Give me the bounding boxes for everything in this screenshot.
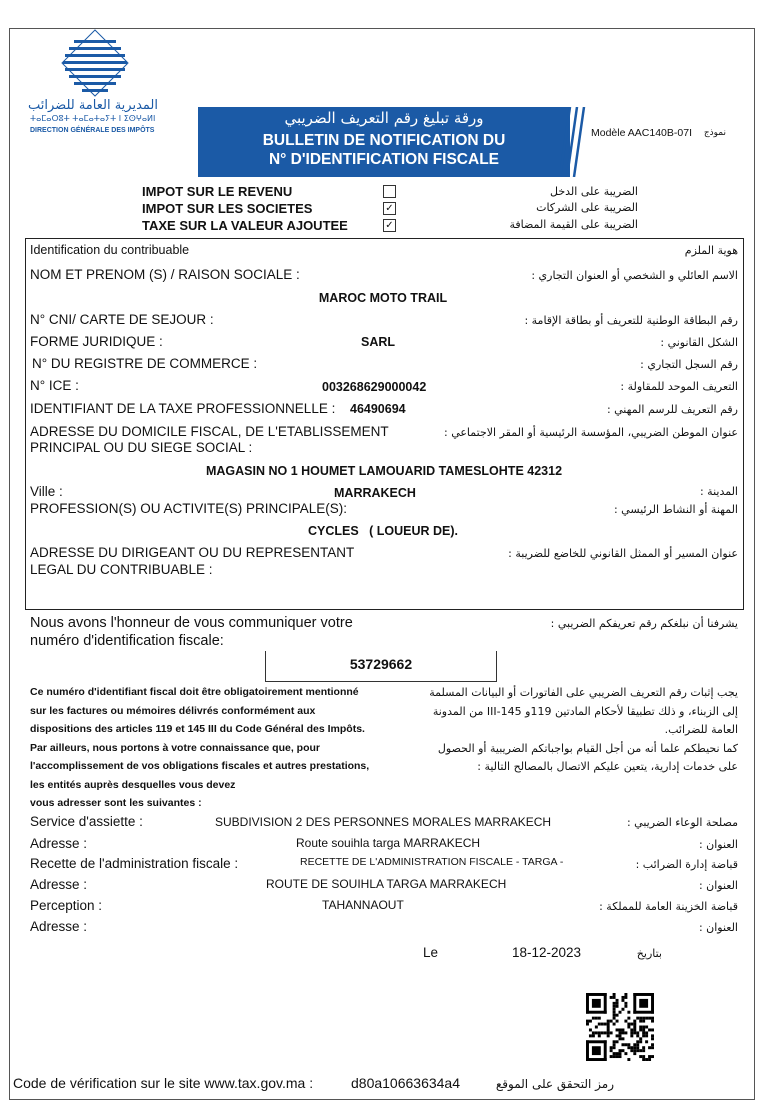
address-value: MAGASIN NO 1 HOUMET LAMOUARID TAMESLOHTE 42312 — [205, 464, 563, 478]
profession-label-ar: المهنة أو النشاط الرئيسي : — [613, 503, 738, 516]
tax-tva-checkbox[interactable] — [383, 219, 396, 232]
forme-label: FORME JURIDIQUE : — [30, 334, 163, 349]
notice-paragraph-fr — [30, 683, 369, 813]
ident-section-title: Identification du contribuable — [30, 243, 190, 257]
ice-label-ar: التعريف الموحد للمقاولة : — [620, 380, 738, 393]
ville-value: MARRAKECH — [334, 486, 416, 500]
rc-label-ar: رقم السجل التجاري : — [640, 358, 738, 371]
adresse2-label-ar: العنوان : — [698, 879, 738, 892]
name-value: MAROC MOTO TRAIL — [318, 291, 448, 305]
qr-code — [586, 993, 654, 1061]
tax-is-label-ar: الضريبة على الشركات — [536, 201, 638, 214]
notice-fr-line: Par ailleurs, nous portons à votre connaissance que, pour — [30, 741, 320, 754]
adresse3-label: Adresse : — [30, 919, 88, 934]
title-fr-line1: BULLETIN DE NOTIFICATION DU — [262, 132, 506, 149]
notice-ar-line: كما نحيطكم علما أنه من أجل القيام بواجباتكم الضريبية أو الحصول — [437, 741, 738, 755]
dgi-logo-icon — [60, 28, 130, 98]
date-label-ar: بتاريخ — [636, 947, 662, 960]
adresse1-label: Adresse : — [30, 836, 88, 851]
verification-code: d80a10663634a4 — [351, 1075, 461, 1091]
dirigeant-label-ar: عنوان المسير أو الممثل القانوني للخاضع للضريبة : — [508, 547, 738, 560]
notice-fr-line: l'accomplissement de vos obligations fiscales et autres prestations, — [30, 760, 370, 772]
cni-label: N° CNI/ CARTE DE SEJOUR : — [30, 312, 214, 327]
notice-ar-line: يجب إثبات رقم التعريف الضريبي على الفاتورات أو البيانات المسلمة — [429, 686, 738, 699]
tp-label: IDENTIFIANT DE LA TAXE PROFESSIONNELLE : — [30, 401, 336, 416]
honour-text-line1: Nous avons l'honneur de vous communiquer votre — [30, 615, 353, 631]
adresse3-label-ar: العنوان : — [698, 921, 738, 934]
address-label-line2: PRINCIPAL OU DU SIEGE SOCIAL : — [30, 440, 253, 455]
adresse1-label-ar: العنوان : — [698, 838, 738, 851]
rc-label: N° DU REGISTRE DE COMMERCE : — [32, 356, 258, 371]
title-banner — [198, 107, 570, 177]
tax-tva-label-ar: الضريبة على القيمة المضافة — [509, 218, 638, 231]
tax-is-checkbox[interactable] — [383, 202, 396, 215]
adresse2-value: ROUTE DE SOUIHLA TARGA MARRAKECH — [266, 877, 507, 891]
ident-section-title-ar: هوية الملزم — [684, 244, 738, 257]
forme-label-ar: الشكل القانوني : — [660, 336, 738, 349]
tp-value: 46490694 — [350, 402, 406, 416]
org-name-ar: المديرية العامة للضرائب — [28, 98, 158, 113]
perception-value: TAHANNAOUT — [322, 898, 404, 912]
verification-label-ar: رمز التحقق على الموقع — [495, 1077, 614, 1091]
recette-label-ar: قباضة إدارة الضرائب : — [635, 858, 738, 871]
assiette-label: Service d'assiette : — [30, 814, 143, 829]
dirigeant-label-line1: ADRESSE DU DIRIGEANT OU DU REPRESENTANT — [30, 545, 355, 560]
notice-ar-line: على خدمات إدارية، يتعين عليكم الاتصال بالمصالح التالية : — [477, 760, 738, 773]
recette-value: RECETTE DE L'ADMINISTRATION FISCALE - TARGA - — [300, 856, 564, 868]
title-ar: ورقة تبليغ رقم التعريف الضريبي — [284, 109, 484, 127]
notice-fr-line: vous adresser sont les suivantes : — [30, 797, 202, 809]
dirigeant-label-line2: LEGAL DU CONTRIBUABLE : — [30, 562, 213, 577]
address-label-ar: عنوان الموطن الضريبي، المؤسسة الرئيسية أو المقر الاجتماعي : — [444, 426, 738, 439]
date-prefix: Le — [423, 945, 439, 960]
verification-label: Code de vérification sur le site www.tax.gov.ma : — [13, 1075, 314, 1091]
notice-paragraph-ar — [400, 684, 738, 777]
address-label-line1: ADRESSE DU DOMICILE FISCAL, DE L'ETABLISSEMENT — [30, 424, 389, 439]
tp-label-ar: رقم التعريف للرسم المهني : — [606, 403, 738, 416]
name-label-ar: الاسم العائلي و الشخصي أو العنوان التجاري : — [531, 269, 738, 282]
notice-ar-line: العامة للضرائب. — [664, 723, 738, 736]
ville-label: Ville : — [30, 484, 63, 499]
assiette-label-ar: مصلحة الوعاء الضريبي : — [626, 816, 738, 829]
tax-ir-label: IMPOT SUR LE REVENU — [142, 184, 293, 199]
tax-ir-checkbox[interactable] — [383, 185, 396, 198]
notice-ar-line: إلى الزبناء، و ذلك تطبيقا لأحكام المادتين 119و 145-III من المدونة — [432, 704, 738, 718]
notice-fr-line: dispositions des articles 119 et 145 III du Code Général des Impôts. — [30, 723, 365, 735]
notice-fr-line: les entités auprès desquelles vous devez — [30, 778, 236, 791]
ice-value: 003268629000042 — [322, 380, 427, 394]
notice-fr-line: sur les factures ou mémoires délivrés conformément aux — [30, 704, 316, 717]
recette-label: Recette de l'administration fiscale : — [30, 856, 239, 871]
model-label-ar: نموذج — [703, 128, 726, 138]
fiscal-id-box — [265, 651, 497, 682]
tax-tva-check: ✓ — [385, 220, 394, 231]
profession-label: PROFESSION(S) OU ACTIVITE(S) PRINCIPALE(S): — [30, 501, 348, 516]
adresse2-label: Adresse : — [30, 877, 88, 892]
honour-text-ar: يشرفنا أن نبلغكم رقم تعريفكم الضريبي : — [550, 617, 738, 630]
profession-value: CYCLES ( LOUEUR DE). — [307, 524, 458, 538]
forme-value: SARL — [361, 335, 396, 349]
qr-code-icon — [586, 993, 654, 1061]
ice-label: N° ICE : — [30, 378, 79, 393]
model-code: Modèle AAC140B-07I — [591, 127, 692, 139]
tax-tva-label: TAXE SUR LA VALEUR AJOUTEE — [142, 218, 348, 233]
title-fr-line2: N° D'IDENTIFICATION FISCALE — [268, 151, 500, 168]
honour-text-line2: numéro d'identification fiscale: — [30, 633, 224, 649]
tax-ir-label-ar: الضريبة على الدخل — [550, 185, 638, 198]
ville-label-ar: المدينة : — [699, 485, 738, 498]
tax-is-check: ✓ — [385, 203, 394, 214]
tax-is-label: IMPOT SUR LES SOCIETES — [142, 201, 313, 216]
org-name-tifinagh: ⵜⴰⵎⴰⵔⵓⵜ ⵜⴰⵎⴰⵜⴰⵢⵜ ⵏ ⵉⵙⵖⴰⵍⵏ — [30, 114, 156, 123]
notice-fr-line: Ce numéro d'identifiant fiscal doit être obligatoirement mentionné — [30, 686, 359, 698]
perception-label-ar: قباضة الخزينة العامة للمملكة : — [599, 900, 738, 913]
assiette-value: SUBDIVISION 2 DES PERSONNES MORALES MARRAKECH — [215, 815, 552, 829]
cni-label-ar: رقم البطاقة الوطنية للتعريف أو بطاقة الإقامة : — [524, 314, 738, 327]
org-name-fr: DIRECTION GÉNÉRALE DES IMPÔTS — [30, 127, 155, 134]
name-label: NOM ET PRENOM (S) / RAISON SOCIALE : — [30, 267, 300, 282]
date-value: 18-12-2023 — [512, 945, 582, 960]
adresse1-value: Route souihla targa MARRAKECH — [296, 836, 481, 850]
perception-label: Perception : — [30, 898, 103, 913]
banner-stripes — [560, 107, 590, 177]
dgi-logo — [60, 28, 130, 98]
fiscal-id-value: 53729662 — [349, 656, 413, 672]
